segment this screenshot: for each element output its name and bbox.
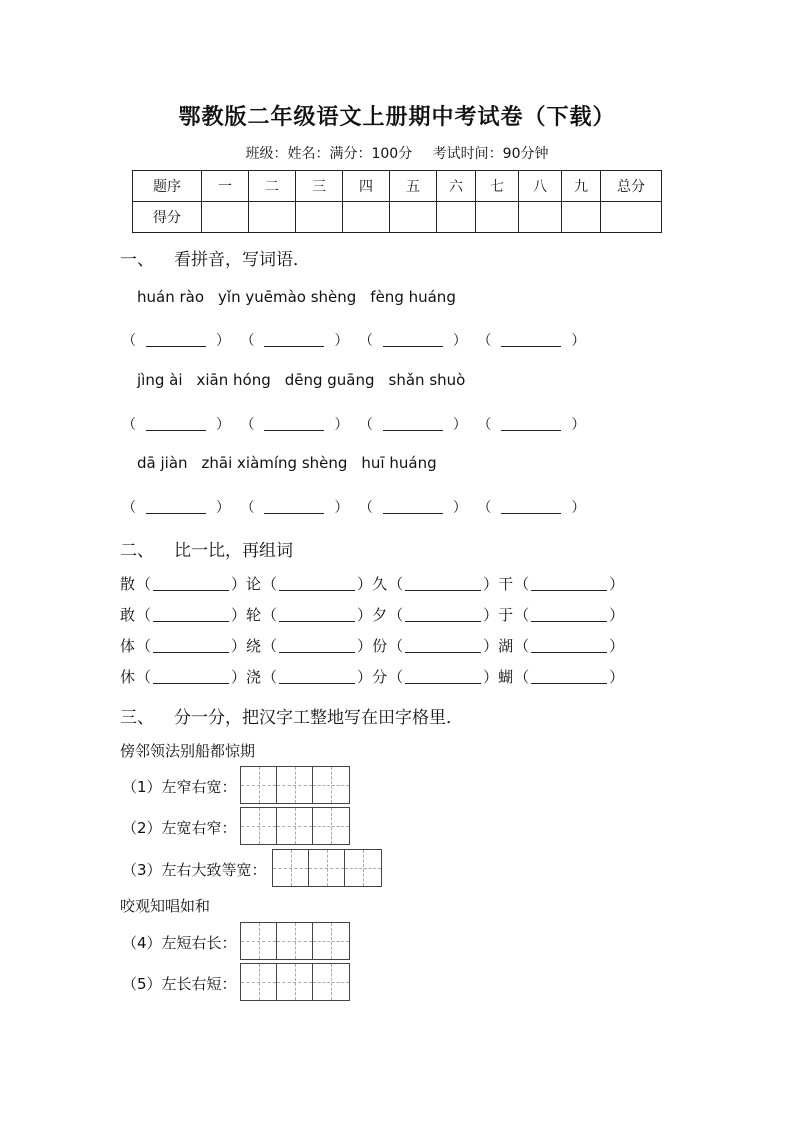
tianzige-grid[interactable] xyxy=(240,766,350,804)
score-cell[interactable] xyxy=(601,202,662,233)
pinyin-word: fèng huáng xyxy=(370,288,456,306)
grid-cell[interactable] xyxy=(241,808,277,844)
compare-item[interactable]: 份（ ） xyxy=(372,637,499,655)
answer-blank[interactable]: （ ） xyxy=(358,500,467,516)
grid-cell[interactable] xyxy=(313,964,349,1000)
grid-cell[interactable] xyxy=(277,767,313,803)
compare-item[interactable]: 干（ ） xyxy=(498,575,625,593)
grid-cell[interactable] xyxy=(277,923,313,959)
compare-item[interactable]: 夕（ ） xyxy=(372,606,499,624)
pinyin-word: míng shèng xyxy=(259,454,348,472)
compare-item[interactable]: 轮（ ） xyxy=(246,606,373,624)
pinyin-word: dēng guāng xyxy=(284,371,375,389)
exam-time: 考试时间：90分钟 xyxy=(432,146,549,162)
answer-blank[interactable]: （ ） xyxy=(358,417,467,433)
grid-label: （3）左右大致等宽： xyxy=(122,861,267,879)
compare-item[interactable]: 蝴（ ） xyxy=(498,668,625,686)
score-table xyxy=(132,170,662,233)
answer-blank[interactable]: （ ） xyxy=(477,417,586,433)
score-table-header xyxy=(133,171,662,202)
answer-blank[interactable]: （ ） xyxy=(122,500,230,516)
compare-row xyxy=(120,573,624,594)
grid-label: （4）左短右长： xyxy=(122,934,237,952)
section-1-heading xyxy=(120,245,310,270)
score-cell[interactable] xyxy=(202,202,249,233)
header-cell: 五 xyxy=(390,171,437,202)
grid-cell[interactable] xyxy=(241,964,277,1000)
answer-blank-row xyxy=(122,330,591,350)
header-cell: 六 xyxy=(437,171,476,202)
pinyin-row xyxy=(137,454,451,472)
pinyin-word: mào shèng xyxy=(272,288,357,306)
header-cell: 七 xyxy=(476,171,519,202)
pinyin-word: yǐn yuē xyxy=(218,288,273,306)
header-cell: 八 xyxy=(519,171,562,202)
grid-cell[interactable] xyxy=(313,808,349,844)
header-cell: 九 xyxy=(562,171,601,202)
grid-cell[interactable] xyxy=(345,850,381,886)
grid-cell[interactable] xyxy=(309,850,345,886)
answer-blank[interactable]: （ ） xyxy=(477,500,586,516)
score-cell[interactable] xyxy=(343,202,390,233)
header-cell: 题序 xyxy=(133,171,202,202)
grid-cell[interactable] xyxy=(313,767,349,803)
grid-cell[interactable] xyxy=(277,808,313,844)
compare-item[interactable]: 论（ ） xyxy=(246,575,373,593)
pinyin-row xyxy=(137,371,479,389)
section-2-heading xyxy=(120,536,293,561)
char-group-2: 咬观知唱如和 xyxy=(120,897,211,915)
compare-item[interactable]: 于（ ） xyxy=(498,606,625,624)
section-title: 看拼音，写词语． xyxy=(174,250,310,270)
compare-row xyxy=(120,635,624,656)
compare-item[interactable]: 浇（ ） xyxy=(246,668,373,686)
score-cell[interactable] xyxy=(562,202,601,233)
answer-blank[interactable]: （ ） xyxy=(240,500,349,516)
compare-row xyxy=(120,666,624,687)
score-cell[interactable] xyxy=(437,202,476,233)
pinyin-word: shǎn shuò xyxy=(388,371,466,389)
section-title: 比一比，再组词 xyxy=(174,541,293,561)
score-cell[interactable] xyxy=(249,202,296,233)
header-cell: 二 xyxy=(249,171,296,202)
answer-blank[interactable]: （ ） xyxy=(358,333,467,349)
compare-item[interactable]: 湖（ ） xyxy=(498,637,625,655)
tianzige-grid[interactable] xyxy=(240,922,350,960)
grid-cell[interactable] xyxy=(241,767,277,803)
compare-row xyxy=(120,604,624,625)
compare-item[interactable]: 散（ ） xyxy=(120,575,247,593)
section-number: 一、 xyxy=(120,250,154,270)
header-cell: 总分 xyxy=(601,171,662,202)
answer-blank[interactable]: （ ） xyxy=(477,333,586,349)
pinyin-word: zhāi xià xyxy=(201,454,260,472)
answer-blank[interactable]: （ ） xyxy=(240,333,349,349)
tianzige-grid[interactable] xyxy=(240,807,350,845)
tianzige-grid[interactable] xyxy=(240,963,350,1001)
pinyin-word: dā jiàn xyxy=(137,454,188,472)
score-cell[interactable] xyxy=(390,202,437,233)
answer-blank-row xyxy=(122,497,591,517)
tianzige-grid[interactable] xyxy=(272,849,382,887)
compare-item[interactable]: 久（ ） xyxy=(372,575,499,593)
pinyin-word: huán rào xyxy=(137,288,205,306)
grid-label: （1）左窄右宽： xyxy=(122,778,237,796)
section-number: 三、 xyxy=(120,708,154,728)
score-table-row xyxy=(133,202,662,233)
answer-blank[interactable]: （ ） xyxy=(122,417,230,433)
row-label: 得分 xyxy=(133,202,202,233)
score-cell[interactable] xyxy=(296,202,343,233)
score-cell[interactable] xyxy=(476,202,519,233)
grid-label: （2）左宽右窄： xyxy=(122,819,237,837)
compare-item[interactable]: 分（ ） xyxy=(372,668,499,686)
compare-item[interactable]: 休（ ） xyxy=(120,668,247,686)
answer-blank-row xyxy=(122,414,591,434)
header-cell: 三 xyxy=(296,171,343,202)
page-title: 鄂教版二年级语文上册期中考试卷（下载） xyxy=(178,104,616,130)
compare-item[interactable]: 体（ ） xyxy=(120,637,247,655)
exam-info xyxy=(0,143,794,163)
compare-item[interactable]: 绕（ ） xyxy=(246,637,373,655)
pinyin-word: huī huáng xyxy=(361,454,437,472)
grid-label: （5）左长右短： xyxy=(122,975,237,993)
score-cell[interactable] xyxy=(519,202,562,233)
section-title: 分一分，把汉字工整地写在田字格里． xyxy=(174,708,463,728)
grid-cell[interactable] xyxy=(241,923,277,959)
header-cell: 四 xyxy=(343,171,390,202)
section-number: 二、 xyxy=(120,541,154,561)
grid-cell[interactable] xyxy=(313,923,349,959)
char-group-1: 傍邻领法别船都惊期 xyxy=(120,742,256,760)
grid-cell[interactable] xyxy=(273,850,309,886)
pinyin-word: jìng ài xyxy=(137,371,183,389)
grid-cell[interactable] xyxy=(277,964,313,1000)
section-3-heading xyxy=(120,703,463,728)
answer-blank[interactable]: （ ） xyxy=(240,417,349,433)
header-cell: 一 xyxy=(202,171,249,202)
compare-item[interactable]: 敢（ ） xyxy=(120,606,247,624)
class-name-score-line: 班级：姓名：满分：100分 xyxy=(245,146,413,162)
pinyin-row xyxy=(137,288,470,306)
answer-blank[interactable]: （ ） xyxy=(122,333,230,349)
pinyin-word: xiān hóng xyxy=(196,371,271,389)
